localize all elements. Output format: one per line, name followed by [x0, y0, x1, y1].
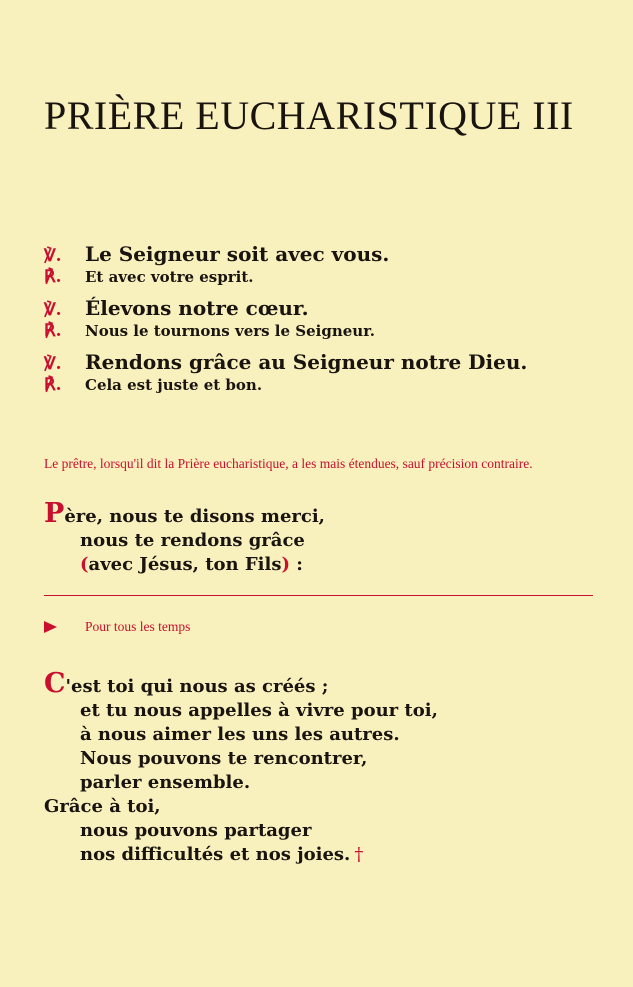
- section-divider: [44, 595, 593, 596]
- versicle-text: Élevons notre cœur.: [85, 296, 309, 320]
- prayer-line: et tu nous appelles à vivre pour toi,: [80, 700, 438, 721]
- versicle-text: Le Seigneur soit avec vous.: [85, 242, 390, 266]
- dialogue-line: [44, 321, 604, 341]
- prayer-line: nous pouvons partager: [80, 820, 312, 841]
- prayer-line: Grâce à toi,: [44, 796, 161, 817]
- response-symbol: ℟.: [44, 321, 62, 341]
- drop-cap: C: [44, 668, 66, 699]
- dialogue-line: [44, 242, 604, 266]
- response-text: Nous le tournons vers le Seigneur.: [85, 322, 375, 340]
- prayer-intro: [44, 498, 604, 577]
- open-paren: (: [80, 554, 89, 575]
- dialogue-line: [44, 296, 604, 320]
- prayer-line: à nous aimer les uns les autres.: [80, 724, 400, 745]
- versicle-text: Rendons grâce au Seigneur notre Dieu.: [85, 350, 528, 374]
- triangle-right-icon: [44, 621, 57, 633]
- prayer-line: [44, 498, 604, 529]
- section-label: Pour tous les temps: [85, 619, 191, 634]
- prayer-line: nous te rendons grâce: [80, 530, 305, 551]
- prayer-line: [44, 553, 604, 577]
- prayer-text: nos difficultés et nos joies.: [80, 844, 351, 865]
- prayer-text: ère, nous te disons merci,: [64, 506, 325, 527]
- versicle-symbol: ℣.: [44, 246, 62, 266]
- close-paren: ): [281, 554, 290, 575]
- versicle-symbol: ℣.: [44, 354, 62, 374]
- prayer-line: [44, 668, 604, 699]
- dialogue: [44, 242, 604, 395]
- preface-prayer: [44, 668, 604, 867]
- prayer-text: 'est toi qui nous as créés ;: [65, 676, 329, 697]
- response-text: Et avec votre esprit.: [85, 268, 254, 286]
- response-symbol: ℟.: [44, 267, 62, 287]
- response-text: Cela est juste et bon.: [85, 376, 263, 394]
- response-symbol: ℟.: [44, 375, 62, 395]
- versicle-symbol: ℣.: [44, 300, 62, 320]
- prayer-line: [44, 843, 604, 867]
- dialogue-line: [44, 350, 604, 374]
- prayer-line: Nous pouvons te rencontrer,: [80, 748, 368, 769]
- section-heading: [44, 619, 190, 635]
- page-title: PRIÈRE EUCHARISTIQUE III: [44, 93, 574, 138]
- dagger-mark: †: [354, 844, 364, 865]
- rubric-instruction: Le prêtre, lorsqu'il dit la Prière eucharistique, a les mais étendues, sauf précision contraire.: [44, 456, 533, 471]
- dialogue-line: [44, 375, 604, 395]
- prayer-text: :: [289, 554, 303, 575]
- dialogue-line: [44, 267, 604, 287]
- prayer-text: avec Jésus, ton Fils: [88, 554, 282, 575]
- prayer-line: parler ensemble.: [80, 772, 251, 793]
- drop-cap: P: [44, 498, 65, 529]
